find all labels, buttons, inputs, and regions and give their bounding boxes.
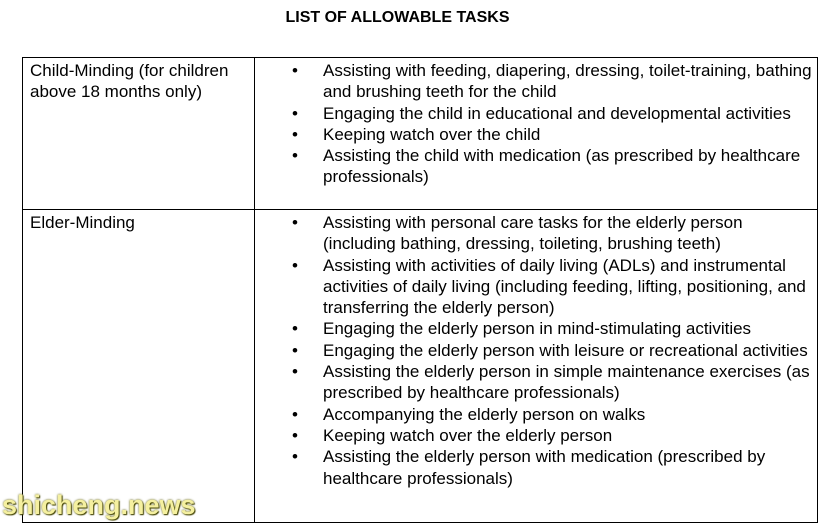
bullet-icon: • xyxy=(292,425,298,445)
table-row-child-minding xyxy=(23,58,818,210)
bullet-icon: • xyxy=(292,103,298,123)
task-text: Assisting the child with medication (as prescribed by healthcare professionals) xyxy=(323,146,801,187)
task-text: Keeping watch over the child xyxy=(323,124,541,144)
bullet-icon: • xyxy=(292,255,298,275)
bullet-icon: • xyxy=(292,61,298,80)
table-row-elder-minding xyxy=(23,210,818,523)
task-text: Engaging the elderly person in mind-stimulating activities xyxy=(323,319,752,339)
task-text: Accompanying the elderly person on walks xyxy=(323,404,646,424)
bullet-icon: • xyxy=(292,447,298,467)
bullet-icon: • xyxy=(292,146,298,166)
bullet-icon: • xyxy=(292,213,298,232)
task-text: Assisting with activities of daily living (ADLs) and instrumental activities of daily living (including feeding, lifting, positioning, and transferring the elderly person) xyxy=(323,255,806,318)
list-item xyxy=(255,425,813,446)
bullet-icon: • xyxy=(292,124,298,144)
task-text: Assisting the elderly person with medication (prescribed by healthcare professionals) xyxy=(323,447,766,488)
category-child-minding: Child-Minding (for children above 18 months only) xyxy=(23,58,255,210)
task-text: Engaging the child in educational and developmental activities xyxy=(323,103,791,123)
list-item xyxy=(255,145,813,188)
list-item xyxy=(255,124,813,145)
list-item xyxy=(255,361,813,404)
list-item xyxy=(255,446,813,489)
document-title: LIST OF ALLOWABLE TASKS xyxy=(285,9,510,26)
task-text: Engaging the elderly person with leisure or recreational activities xyxy=(323,340,808,360)
task-text: Assisting the elderly person in simple maintenance exercises (as prescribed by healthcare professionals) xyxy=(323,362,810,403)
task-text: Keeping watch over the elderly person xyxy=(323,425,613,445)
task-list-cell xyxy=(255,58,818,210)
task-text: Assisting with feeding, diapering, dressing, toilet-training, bathing and brushing teeth for the child xyxy=(323,61,812,102)
task-list xyxy=(255,212,813,489)
list-item xyxy=(255,60,813,103)
list-item xyxy=(255,255,813,319)
category-elder-minding: Elder-Minding xyxy=(23,210,255,523)
bullet-icon: • xyxy=(292,362,298,382)
list-item xyxy=(255,340,813,361)
list-item xyxy=(255,103,813,124)
bullet-icon: • xyxy=(292,319,298,339)
task-list xyxy=(255,60,813,188)
allowable-tasks-table xyxy=(22,57,818,523)
list-item xyxy=(255,318,813,339)
bullet-icon: • xyxy=(292,340,298,360)
bullet-icon: • xyxy=(292,404,298,424)
task-list-cell xyxy=(255,210,818,523)
task-text: Assisting with personal care tasks for the elderly person (including bathing, dressing, toileting, brushing teeth) xyxy=(323,213,743,254)
list-item xyxy=(255,404,813,425)
list-item xyxy=(255,212,813,255)
watermark: shicheng.news xyxy=(2,490,196,520)
